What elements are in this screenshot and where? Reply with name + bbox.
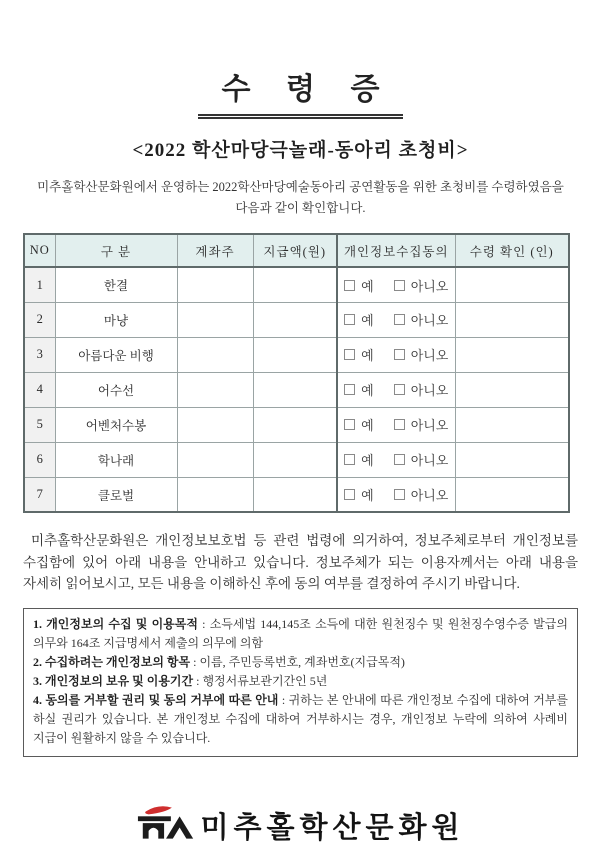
group-name-cell: 마냥 [55,302,177,337]
amount-cell [253,442,337,477]
consent-no-label: 아니오 [410,418,449,434]
notice-item-text: : 행정서류보관기간인 5년 [193,673,328,688]
receipt-table [23,233,570,513]
consent-no-label: 아니오 [410,348,449,364]
account-holder-cell [177,477,253,512]
account-holder-cell [177,442,253,477]
consent-options [344,485,448,504]
group-name-cell: 한결 [55,267,177,302]
consent-checkbox-yes[interactable] [344,489,355,500]
group-name-cell: 어벤처수봉 [55,407,177,442]
amount-cell [253,267,337,302]
consent-checkbox-no[interactable] [394,314,405,325]
receipt-confirm-cell [455,337,569,372]
table-row [24,442,569,477]
footer [23,803,578,849]
consent-no-label: 아니오 [410,383,449,399]
notice-item-refusal-right [33,691,568,748]
consent-no-label: 아니오 [410,453,449,469]
col-header-no: NO [24,234,55,267]
intro-line-2: 다음과 같이 확인합니다. [235,200,366,215]
notice-item-text: : 귀하는 본 안내에 따른 개인정보 수집에 대하여 거부를 하실 권리가 있습니다. 본 개인정보 수집에 대하여 거부하시는 경우, 개인정보 누락에 의하여 사례비 지급이 원활하지 않을 수 있습니다. [33,692,568,745]
consent-yes-label: 예 [361,313,374,329]
privacy-notice-box [23,608,578,757]
account-holder-cell [177,407,253,442]
receipt-confirm-cell [455,442,569,477]
page-title: 수 령 증 [198,64,404,119]
document-subtitle: <2022 학산마당극놀래-동아리 초청비> [132,140,469,161]
intro-paragraph [23,177,578,218]
table-row [24,407,569,442]
notice-item-retention [33,672,568,691]
consent-yes-label: 예 [361,453,374,469]
row-number-cell: 4 [24,372,55,407]
consent-cell [337,407,455,442]
col-header-category: 구 분 [55,234,177,267]
table-row [24,477,569,512]
notice-item-label: 2. 수집하려는 개인정보의 항목 [33,654,191,669]
amount-cell [253,337,337,372]
amount-cell [253,372,337,407]
consent-checkbox-no[interactable] [394,454,405,465]
consent-checkbox-no[interactable] [394,280,405,291]
receipt-table-body [24,267,569,512]
amount-cell [253,407,337,442]
consent-cell [337,477,455,512]
notice-item-label: 3. 개인정보의 보유 및 이용기간 [33,673,194,688]
title-wrap [23,64,578,119]
table-row [24,337,569,372]
row-number-cell: 5 [24,407,55,442]
group-name-cell: 어수선 [55,372,177,407]
account-holder-cell [177,302,253,337]
michuhol-haksan-logo-icon [136,803,198,849]
table-row [24,372,569,407]
consent-checkbox-yes[interactable] [344,280,355,291]
notice-item-text: : 이름, 주민등록번호, 계좌번호(지급목적) [190,654,405,669]
col-header-account-holder: 계좌주 [177,234,253,267]
notice-item-label: 4. 동의를 거부할 권리 및 동의 거부에 따른 안내 [33,692,279,707]
consent-checkbox-no[interactable] [394,384,405,395]
row-number-cell: 6 [24,442,55,477]
group-name-cell: 아름다운 비행 [55,337,177,372]
consent-options [344,310,448,329]
row-number-cell: 2 [24,302,55,337]
consent-cell [337,302,455,337]
consent-checkbox-no[interactable] [394,349,405,360]
consent-cell [337,442,455,477]
consent-checkbox-no[interactable] [394,419,405,430]
receipt-confirm-cell [455,407,569,442]
amount-cell [253,477,337,512]
consent-checkbox-yes[interactable] [344,349,355,360]
table-header-row [24,234,569,267]
consent-no-label: 아니오 [410,313,449,329]
row-number-cell: 7 [24,477,55,512]
consent-yes-label: 예 [361,383,374,399]
consent-no-label: 아니오 [410,488,449,503]
consent-options [344,276,448,295]
consent-options [344,415,448,434]
amount-cell [253,302,337,337]
notice-item-label: 1. 개인정보의 수집 및 이용목적 [33,617,198,632]
consent-checkbox-yes[interactable] [344,384,355,395]
consent-checkbox-yes[interactable] [344,454,355,465]
table-row [24,267,569,302]
intro-line-1: 미추홀학산문화원에서 운영하는 2022학산마당예술동아리 공연활동을 위한 초청비를 수령하였음을 [37,180,564,194]
account-holder-cell [177,372,253,407]
group-name-cell: 클로벌 [55,477,177,512]
consent-checkbox-yes[interactable] [344,314,355,325]
receipt-confirm-cell [455,302,569,337]
consent-cell [337,372,455,407]
consent-yes-label: 예 [361,488,374,503]
group-name-cell: 학나래 [55,442,177,477]
table-row [24,302,569,337]
consent-cell [337,267,455,302]
consent-cell [337,337,455,372]
consent-checkbox-yes[interactable] [344,419,355,430]
privacy-paragraph: 미추홀학산문화원은 개인정보보호법 등 관련 법령에 의거하여, 정보주체로부터 개인정보를 수집함에 있어 아래 내용을 안내하고 있습니다. 정보주체가 되는 이용자께서는 아래 내용을 자세히 읽어보시고, 모든 내용을 이해하신 후에 동의 여부를 결정하여 주시기 바랍니다. [23,533,578,592]
consent-options [344,450,448,469]
consent-yes-label: 예 [361,278,374,294]
consent-checkbox-no[interactable] [394,489,405,500]
receipt-confirm-cell [455,477,569,512]
consent-options [344,345,448,364]
notice-item-text: : 소득세법 144,145조 소득에 대한 원천징수 및 원천징수영수증 발급의 의무와 164조 지급명세서 제출의 의무에 의함 [33,617,568,650]
col-header-amount: 지급액(원) [253,234,337,267]
consent-no-label: 아니오 [410,278,449,294]
org-name: 미추홀학산문화원 [200,812,465,845]
receipt-confirm-cell [455,372,569,407]
col-header-consent: 개인정보수집동의 [337,234,455,267]
consent-options [344,380,448,399]
row-number-cell: 1 [24,267,55,302]
account-holder-cell [177,337,253,372]
row-number-cell: 3 [24,337,55,372]
notice-item-purpose [33,615,568,653]
notice-item-collected-fields [33,653,568,672]
col-header-receipt-confirm: 수령 확인 (인) [455,234,569,267]
consent-yes-label: 예 [361,418,374,434]
consent-yes-label: 예 [361,348,374,364]
account-holder-cell [177,267,253,302]
receipt-confirm-cell [455,267,569,302]
